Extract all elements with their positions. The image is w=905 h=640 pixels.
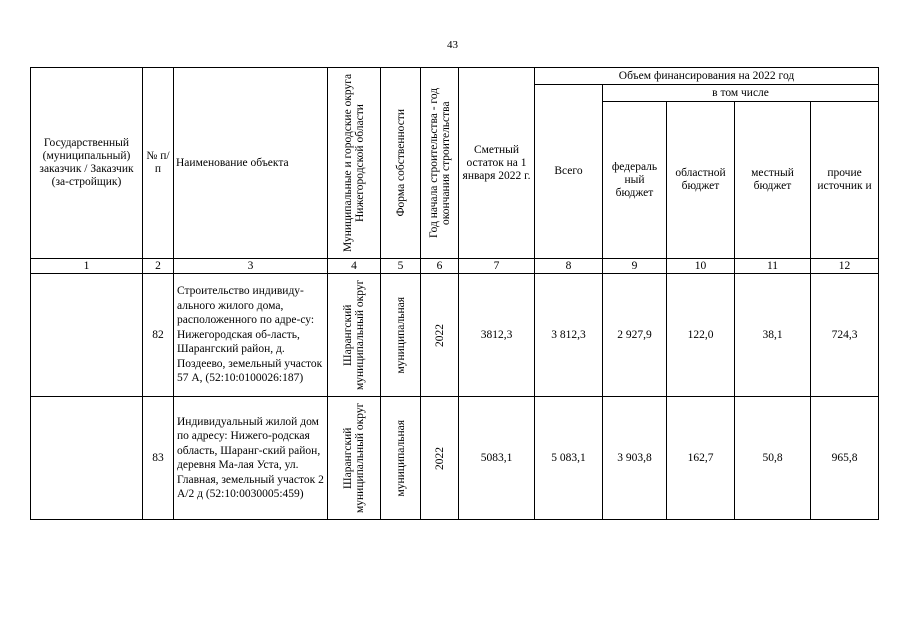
header-district [328,68,381,259]
column-number: 5 [381,259,421,274]
cell-other: 724,3 [811,274,879,397]
cell-regional: 162,7 [667,397,735,520]
header-object-name: Наименование объекта [174,68,328,259]
cell-federal: 3 903,8 [603,397,667,520]
cell-estimate: 5083,1 [459,397,535,520]
column-number: 10 [667,259,735,274]
header-ownership [381,68,421,259]
cell-number: 82 [143,274,174,397]
column-number: 9 [603,259,667,274]
header-years [421,68,459,259]
cell-district-text: Шарангский муниципальный округ [342,279,366,391]
cell-year-text: 2022 [433,446,446,470]
column-number: 11 [735,259,811,274]
cell-object-name: Строительство индивиду-ального жилого дома, расположенного по адре-су: Нижегородская об-ласть, Шарангский район, д. Поздеево, земельный участок 57 А, (52:10:0100026:187) [174,274,328,397]
column-number: 8 [535,259,603,274]
header-number: № п/п [143,68,174,259]
cell-number: 83 [143,397,174,520]
header-including: в том числе [603,85,879,102]
cell-district-text: Шарангский муниципальный округ [342,402,366,514]
header-federal: федераль ный бюджет [603,102,667,259]
column-number: 3 [174,259,328,274]
column-number: 12 [811,259,879,274]
cell-estimate: 3812,3 [459,274,535,397]
cell-object-name: Индивидуальный жилой дом по адресу: Нижего-родская область, Шаранг-ский район, деревня Ма-лая Уста, ул. Главная, земельный участок 2 А/2 д (52:10:0030005:459) [174,397,328,520]
column-number: 2 [143,259,174,274]
column-number: 7 [459,259,535,274]
header-customer: Государственный (муниципальный) заказчик / Заказчик (за-стройщик) [31,68,143,259]
cell-ownership [381,274,421,397]
cell-district [328,397,381,520]
header-estimate: Сметный остаток на 1 января 2022 г. [459,68,535,259]
cell-district [328,274,381,397]
column-number-row [31,259,879,274]
header-regional: областной бюджет [667,102,735,259]
header-ownership-text: Форма собственности [394,109,407,217]
header-other: прочие источник и [811,102,879,259]
cell-year [421,397,459,520]
header-local: местный бюджет [735,102,811,259]
table-row [31,274,879,397]
cell-customer [31,397,143,520]
financing-table [30,67,879,520]
cell-year-text: 2022 [433,323,446,347]
cell-ownership-text: муниципальная [394,296,407,374]
cell-year [421,274,459,397]
header-financing: Объем финансирования на 2022 год [535,68,879,85]
cell-ownership-text: муниципальная [394,419,407,497]
header-years-text: Год начала строительства - год окончания строительства [427,87,452,239]
cell-regional: 122,0 [667,274,735,397]
header-total: Всего [535,85,603,259]
cell-total: 3 812,3 [535,274,603,397]
column-number: 6 [421,259,459,274]
cell-local: 38,1 [735,274,811,397]
cell-ownership [381,397,421,520]
cell-customer [31,274,143,397]
cell-federal: 2 927,9 [603,274,667,397]
page-number: 43 [447,39,458,51]
cell-other: 965,8 [811,397,879,520]
cell-local: 50,8 [735,397,811,520]
cell-total: 5 083,1 [535,397,603,520]
column-number: 4 [328,259,381,274]
header-district-text: Муниципальные и городские округа Нижегородской области [342,73,366,253]
table-row [31,397,879,520]
column-number: 1 [31,259,143,274]
